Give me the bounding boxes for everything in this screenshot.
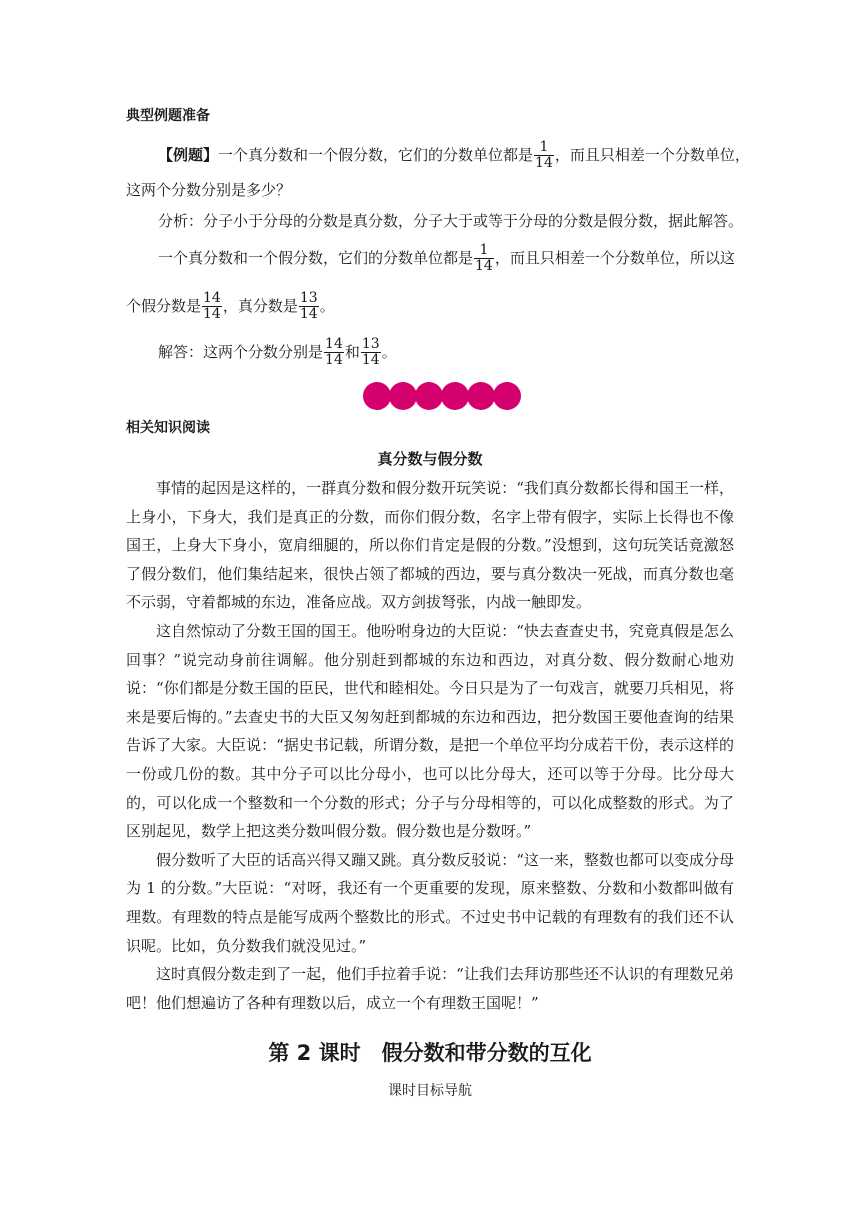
divider-dot: [493, 382, 521, 410]
divider-dot: [467, 382, 495, 410]
decorative-dot-divider: [363, 382, 521, 412]
question-text-part1: 一个真分数和一个假分数，它们的分数单位都是: [218, 146, 534, 164]
story-paragraph: 事情的起因是这样的，一群真分数和假分数开玩笑说：“我们真分数都长得和国王一样，上身小，下身大，我们是真正的分数，而你们假分数，名字上带有假字，实际上长得也不像国王，上身大下身小，宽肩细腿的，所以你们肯定是假的分数。”没想到，这句玩笑话竟激怒了假分数们，他们集结起来，很快占领了都城的西边，要与真分数决一死战，而真分数也毫不示弱，守着都城的东边，准备应战。双方剑拔弩张，内战一触即发。: [126, 479, 734, 612]
answer-text: 。: [381, 343, 397, 361]
fraction-proper: [361, 337, 381, 368]
fraction-denominator: 14: [325, 351, 343, 368]
answer-label: 解答：: [158, 343, 204, 361]
fraction-proper: [299, 291, 319, 322]
analysis-text: 分子小于分母的分数是真分数，分子大于或等于分母的分数是假分数，据此解答。: [203, 212, 744, 230]
fraction-numerator: 1: [534, 140, 554, 156]
story-paragraph: 这自然惊动了分数王国的国王。他吩咐身边的大臣说：“快去查查史书，究竟真假是怎么回事？”说完动身前往调解。他分别赶到都城的东边和西边，对真分数、假分数耐心地劝说：“你们都是分数王国的臣民，世代和睦相处。今日只是为了一句戏言，就要刀兵相见，将来是要后悔的。”去查史书的大臣又匆匆赶到都城的东边和西边，把分数国王要他查询的结果告诉了大家。大臣说：“据史书记载，所谓分数，是把一个单位平均分成若干份，表示这样的一份或几份的数。其中分子可以比分母小，也可以比分母大，还可以等于分母。比分母大的，可以化成一个整数和一个分数的形式；分子与分母相等的，可以化成整数的形式。为了区别起见，数学上把这类分数叫假分数。假分数也是分数呀。”: [126, 621, 734, 841]
fraction-numerator: 14: [325, 335, 343, 352]
analysis-line: [158, 211, 743, 231]
analysis-text-part: 。: [319, 297, 335, 315]
analysis-text-part: 个假分数是: [126, 297, 202, 315]
fraction-denominator: 14: [475, 257, 493, 274]
fraction-denominator: 14: [535, 154, 553, 171]
divider-dot: [415, 382, 443, 410]
story-paragraph: 这时真假分数走到了一起，他们手拉着手说：“让我们去拜访那些还不认识的有理数兄弟吧！他们想遍访了各种有理数以后，成立一个有理数王国呢！”: [126, 965, 734, 1012]
example-question-line2: 这两个分数分别是多少？: [126, 181, 292, 199]
example-question-line1: [158, 137, 750, 173]
answer-line: [158, 334, 397, 370]
analysis-line2: [158, 240, 735, 276]
question-text-part2: ，而且只相差一个分数单位，: [554, 146, 750, 164]
fraction-improper: [324, 337, 344, 368]
lesson-subheading: 课时目标导航: [388, 1083, 472, 1099]
analysis-label: 分析：: [158, 212, 204, 230]
fraction-denominator: 14: [361, 351, 380, 368]
reading-heading: 相关知识阅读: [126, 420, 210, 436]
divider-dot: [389, 382, 417, 410]
story-paragraph: 假分数听了大臣的话高兴得又蹦又跳。真分数反驳说：“这一来，整数也都可以变成分母为 1 的分数。”大臣说：“对呀，我还有一个更重要的发现，原来整数、分数和小数都叫做有理数。有理数的特点是能写成两个整数比的形式。不过史书中记载的有理数有的我们还不认识呢。比如，负分数我们就没见过。”: [126, 850, 734, 955]
answer-text: 这两个分数分别是: [203, 343, 324, 361]
example-bracket-label: 【例题】: [158, 146, 219, 164]
answer-text: 和: [344, 343, 360, 361]
fraction-unit: [474, 243, 494, 274]
fraction-denominator: 14: [299, 305, 318, 322]
analysis-line3: [126, 288, 335, 324]
fraction-numerator: 14: [203, 289, 221, 306]
fraction-numerator: 13: [299, 289, 318, 306]
analysis-text-part: ，真分数是: [222, 297, 298, 315]
story-title: 真分数与假分数: [377, 450, 483, 468]
fraction-improper: [202, 291, 222, 322]
example-heading: 典型例题准备: [126, 108, 210, 124]
divider-dot: [441, 382, 469, 410]
analysis-text-part: ，而且只相差一个分数单位，所以这: [494, 249, 735, 267]
story-body: [126, 474, 734, 1017]
fraction-numerator: 13: [361, 335, 380, 352]
lesson-title: 第 2 课时 假分数和带分数的互化: [268, 1041, 592, 1065]
analysis-text-part: 一个真分数和一个假分数，它们的分数单位都是: [158, 249, 474, 267]
fraction-unit: [534, 140, 554, 171]
fraction-denominator: 14: [203, 305, 221, 322]
divider-dot: [363, 382, 391, 410]
fraction-numerator: 1: [474, 243, 494, 259]
